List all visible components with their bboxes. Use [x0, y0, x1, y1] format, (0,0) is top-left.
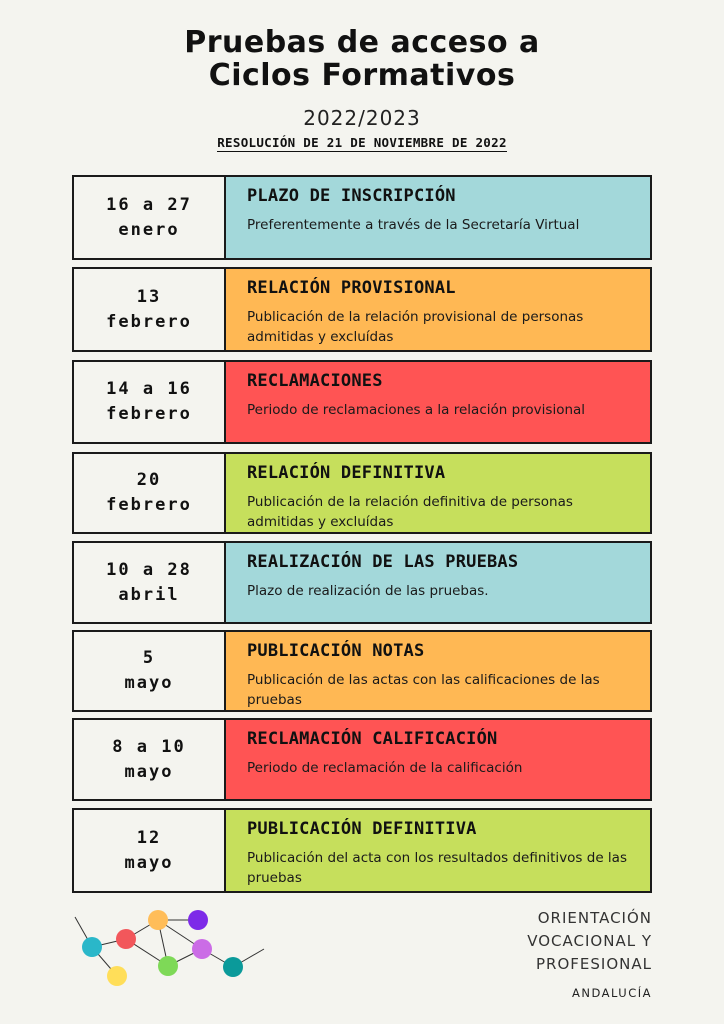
row-description: Publicación de las actas con las calificaciones de las pruebas: [247, 672, 600, 708]
date-month: enero: [118, 219, 180, 240]
row-heading: REALIZACIÓN DE LAS PRUEBAS: [247, 552, 519, 572]
page-title: [0, 26, 724, 92]
row-description: Publicación de la relación provisional de personas admitidas y excluídas: [247, 309, 584, 345]
date-month: febrero: [106, 311, 192, 332]
row-heading: RELACIÓN DEFINITIVA: [247, 463, 446, 483]
row-heading: RECLAMACIÓN CALIFICACIÓN: [247, 729, 498, 749]
date-days: 20: [136, 470, 162, 490]
date-month: febrero: [106, 404, 192, 424]
row-info: [226, 632, 650, 710]
date-month: mayo: [124, 673, 174, 693]
row-date: [74, 810, 226, 891]
row-description: Preferentemente a través de la Secretaría Virtual: [247, 217, 580, 233]
title-line-2: Ciclos Formativos: [208, 58, 516, 93]
row-description: Plazo de realización de las pruebas.: [247, 583, 489, 599]
row-heading: RELACIÓN PROVISIONAL: [247, 278, 456, 298]
schedule-row: [72, 630, 652, 712]
org-line-2: VOCACIONAL Y: [527, 932, 652, 950]
date-month: febrero: [106, 495, 192, 515]
row-info: [226, 362, 650, 442]
row-info: [226, 269, 650, 350]
date-days: 13: [136, 286, 162, 307]
row-heading: RECLAMACIONES: [247, 371, 383, 391]
date-days: 10 a 28: [106, 559, 192, 580]
schedule-row: [72, 360, 652, 444]
organization-name: [527, 907, 652, 1005]
row-info: [226, 810, 650, 891]
org-region: ANDALUCÍA: [571, 986, 652, 1000]
date-month: mayo: [124, 852, 174, 873]
resolution-text: RESOLUCIÓN DE 21 DE NOVIEMBRE DE 2022: [217, 135, 507, 150]
date-month: abril: [118, 584, 180, 605]
academic-year: 2022/2023: [303, 106, 421, 130]
row-date: [74, 177, 226, 258]
org-line-1: ORIENTACIÓN: [537, 909, 652, 927]
org-line-3: PROFESIONAL: [536, 955, 652, 973]
row-description: Periodo de reclamación de la calificación: [247, 760, 523, 776]
schedule-row: [72, 718, 652, 801]
resolution-reference: [0, 135, 724, 150]
schedule-row: [72, 267, 652, 352]
row-info: [226, 720, 650, 799]
row-info: [226, 543, 650, 622]
row-heading: PUBLICACIÓN NOTAS: [247, 641, 425, 661]
schedule-row: [72, 452, 652, 534]
date-days: 16 a 27: [106, 194, 192, 215]
molecule-network-icon: [70, 905, 270, 995]
row-date: [74, 720, 226, 799]
row-info: [226, 454, 650, 532]
row-heading: PLAZO DE INSCRIPCIÓN: [247, 186, 456, 206]
row-info: [226, 177, 650, 258]
row-date: [74, 269, 226, 350]
date-month: mayo: [124, 761, 174, 782]
row-heading: PUBLICACIÓN DEFINITIVA: [247, 819, 477, 839]
row-date: [74, 454, 226, 532]
title-line-1: Pruebas de acceso a: [184, 25, 540, 60]
schedule-row: [72, 808, 652, 893]
row-date: [74, 632, 226, 710]
date-days: 8 a 10: [112, 736, 186, 757]
row-description: Publicación del acta con los resultados definitivos de las pruebas: [247, 850, 627, 886]
row-date: [74, 543, 226, 622]
row-description: Publicación de la relación definitiva de personas admitidas y excluídas: [247, 494, 573, 530]
row-date: [74, 362, 226, 442]
date-days: 14 a 16: [106, 379, 192, 399]
schedule-row: [72, 175, 652, 260]
date-days: 5: [142, 648, 156, 668]
row-description: Periodo de reclamaciones a la relación provisional: [247, 402, 586, 418]
date-days: 12: [136, 827, 162, 848]
schedule-row: [72, 541, 652, 624]
